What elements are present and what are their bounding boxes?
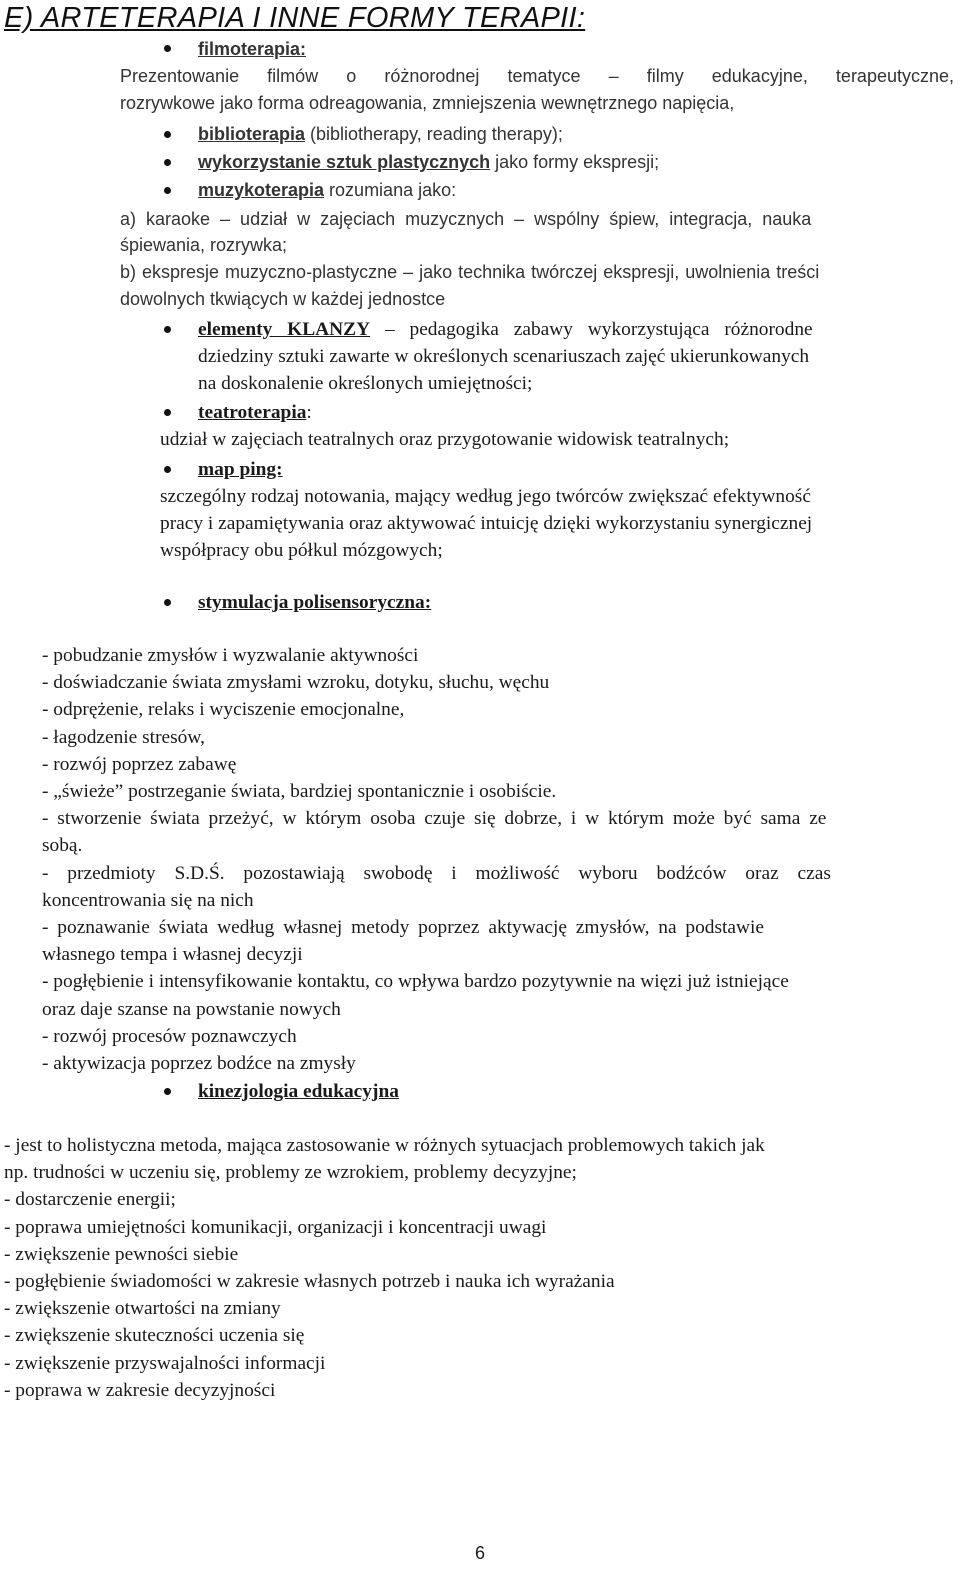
list-item: - aktywizacja poprzez bodźce na zmysły (42, 1053, 356, 1075)
list-item: - rozwój procesów poznawczych (42, 1025, 297, 1047)
list-item: - pogłębienie świadomości w zakresie własnych potrzeb i nauka ich wyrażania (4, 1271, 615, 1293)
klanza-item: elementy KLANZY – pedagogika zabawy wykorzystująca różnorodne (198, 319, 813, 340)
stymulacja-list (42, 642, 831, 1077)
karaoke-text-2: śpiewania, rozrywka; (120, 235, 288, 255)
bullet-icon (164, 187, 171, 194)
kinezjologia-list (4, 1132, 765, 1404)
list-item: - jest to holistyczna metoda, mająca zastosowanie w różnych sytuacjach problemowych takich jak (4, 1135, 765, 1156)
list-item: - poprawa w zakresie decyzyjności (4, 1379, 276, 1401)
plastyka-item: wykorzystanie sztuk plastycznych jako formy ekspresji; (198, 152, 660, 172)
kinezjologia-item: kinezjologia edukacyjna (198, 1081, 399, 1102)
bullet-icon (164, 599, 171, 606)
filmoterapia-heading: filmoterapia: (198, 39, 307, 59)
list-item: - dostarczenie energii; (4, 1189, 176, 1211)
mapping-item: map ping: (198, 459, 283, 480)
klanza-text-2: na doskonalenie określonych umiejętności; (198, 373, 533, 394)
bullet-icon (164, 1088, 171, 1095)
bullet-icon (164, 326, 171, 333)
list-item: - przedmioty S.D.Ś. pozostawiają swobodę i możliwość wyboru bodźców oraz czas (42, 862, 831, 884)
list-item: - pobudzanie zmysłów i wyzwalanie aktywności (42, 645, 419, 666)
list-item: - łagodzenie stresów, (42, 726, 205, 748)
list-item: koncentrowania się na nich (42, 889, 254, 911)
list-item: - pogłębienie i intensyfikowanie kontaktu, co wpływa bardzo pozytywnie na więzi już istniejące (42, 971, 789, 993)
teatroterapia-text: udział w zajęciach teatralnych oraz przygotowanie widowisk teatralnych; (160, 429, 730, 450)
list-item: - zwiększenie przyswajalności informacji (4, 1352, 326, 1374)
list-item: - zwiększenie otwartości na zmiany (4, 1298, 281, 1320)
bullet-icon (164, 466, 171, 473)
muzykoterapia-item: muzykoterapia rozumiana jako: (198, 180, 457, 200)
list-item: - doświadczanie świata zmysłami wzroku, dotyku, słuchu, węchu (42, 672, 550, 694)
mapping-text: szczególny rodzaj notowania, mający według jego twórców zwiększać efektywność (160, 486, 811, 507)
bullet-icon (164, 409, 171, 416)
karaoke-text: a) karaoke – udział w zajęciach muzycznych – wspólny śpiew, integracja, nauka (120, 209, 812, 229)
biblioterapia-item: biblioterapia (bibliotherapy, reading therapy); (198, 124, 563, 144)
list-item: własnego tempa i własnej decyzji (42, 944, 303, 966)
mapping-text-3: współpracy obu półkul mózgowych; (160, 540, 443, 561)
list-item: - zwiększenie pewności siebie (4, 1243, 239, 1265)
list-item: - zwiększenie skuteczności uczenia się (4, 1325, 305, 1347)
list-item: sobą. (42, 835, 83, 857)
list-item: - rozwój poprzez zabawę (42, 753, 237, 775)
bullet-icon (164, 159, 171, 166)
ekspresje-text-2: dowolnych tkwiących w każdej jednostce (120, 289, 446, 309)
list-item: oraz daje szanse na powstanie nowych (42, 998, 341, 1020)
stymulacja-item: stymulacja polisensoryczna: (198, 592, 432, 613)
list-item: - poznawanie świata według własnej metody poprzez aktywację zmysłów, na podstawie (42, 917, 765, 939)
list-item: np. trudności w uczeniu się, problemy ze wzrokiem, problemy decyzyjne; (4, 1162, 577, 1184)
bullet-icon (164, 131, 171, 138)
page-number: 6 (474, 1543, 485, 1563)
section-title: E) ARTETERAPIA I INNE FORMY TERAPII: (4, 2, 586, 34)
filmoterapia-text-2: rozrywkowe jako forma odreagowania, zmniejszenia wewnętrznego napięcia, (120, 93, 735, 113)
list-item: - stworzenie świata przeżyć, w którym osoba czuje się dobrze, i w którym może być sama ze (42, 808, 827, 830)
list-item: - poprawa umiejętności komunikacji, organizacji i koncentracji uwagi (4, 1216, 547, 1238)
list-item: - odprężenie, relaks i wyciszenie emocjonalne, (42, 699, 405, 721)
filmoterapia-text: Prezentowanie filmów o różnorodnej tematyce – filmy edukacyjne, terapeutyczne, (120, 66, 954, 86)
ekspresje-text: b) ekspresje muzyczno-plastyczne – jako technika twórczej ekspresji, uwolnienia treści (120, 262, 820, 282)
mapping-text-2: pracy i zapamiętywania oraz aktywować intuicję dzięki wykorzystaniu synergicznej (160, 513, 813, 534)
list-item: - „świeże” postrzeganie świata, bardziej spontanicznie i osobiście. (42, 781, 557, 803)
bullet-icon (164, 45, 171, 52)
teatroterapia-item: teatroterapia: (198, 402, 312, 423)
klanza-text: dziedziny sztuki zawarte w określonych scenariuszach zajęć ukierunkowanych (198, 346, 810, 367)
